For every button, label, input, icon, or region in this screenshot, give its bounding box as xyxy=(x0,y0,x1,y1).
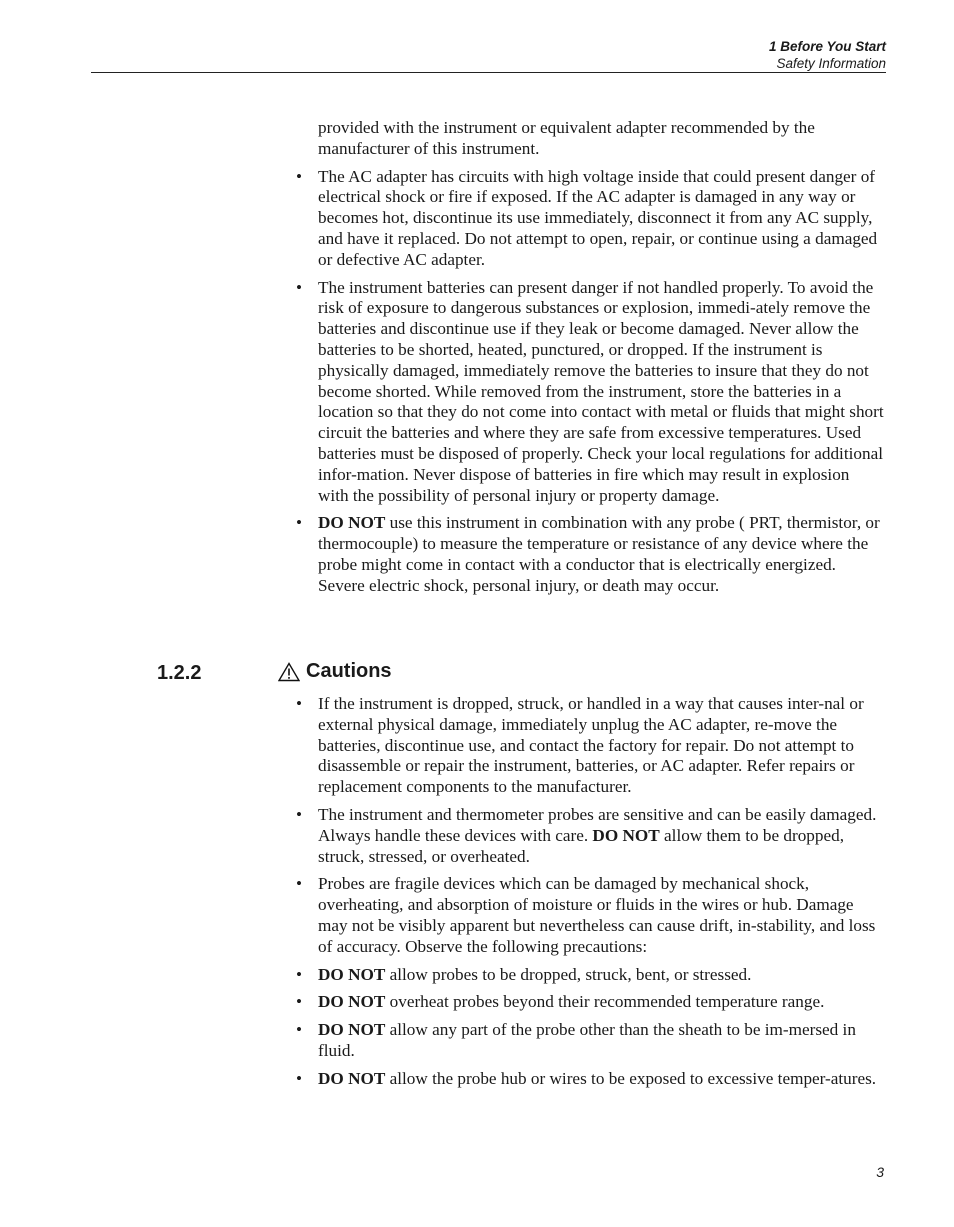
list-item: • The instrument batteries can present danger if not handled properly. To avoid the risk of exposure to dangerous substances or explosion, immedi-ately remove the batteries and discontinue use if they leak or become damaged. Never allow the batteries to be shorted, heated, punctured, or dropped. If the instrument is physically damaged, immediately remove the batteries to insure that they do not become shorted. While removed from the instrument, store the batteries in a location so that they do not come into contact with metal or fluids that might short circuit the batteries and where they are safe from excessive temperatures. Used batteries must be disposed of properly. Check your local regulations for additional infor-mation. Never dispose of batteries in fire which may result in explosion with the possibility of personal injury or property damage. xyxy=(296,277,884,505)
running-header xyxy=(769,38,886,72)
bullet-icon: • xyxy=(296,1068,303,1088)
list-item: • The instrument and thermometer probes are sensitive and can be easily damaged. Always handle these devices with care. DO NOT allow them to be dropped, struck, stressed, or overheated. xyxy=(296,804,877,866)
bullet-icon: • xyxy=(296,694,303,713)
section-title: Cautions xyxy=(306,660,392,682)
list-item: • DO NOT use this instrument in combination with any probe ( PRT, thermistor, or thermocouple) to measure the temperature or resistance of any device where the probe might come in contact with a conductor that is electrically energized. Severe electric shock, personal injury, or death may occur. xyxy=(296,513,880,595)
bullet-icon: • xyxy=(296,874,303,894)
list-item: • The AC adapter has circuits with high voltage inside that could present danger of electrical shock or fire if exposed. If the AC adapter is damaged in any way or becomes hot, discontinue its use immediately, disconnect it from any AC supply, and have it replaced. Do not attempt to open, repair, or continue using a damaged or defective AC adapter. xyxy=(296,166,878,269)
list-item: • DO NOT overheat probes beyond their recommended temperature range. xyxy=(296,992,825,1012)
warning-triangle-icon xyxy=(278,662,300,682)
bullet-icon: • xyxy=(296,964,303,984)
bullet-icon: • xyxy=(296,277,303,297)
bullet-icon: • xyxy=(296,513,303,533)
header-divider xyxy=(91,72,886,73)
list-item: • If the instrument is dropped, struck, or handled in a way that causes inter-nal or external physical damage, immediately unplug the AC adapter, re-move the batteries, discontinue use, and contact the factory for repair. Do not attempt to disassemble or repair the instrument, batteries, or AC adapter. Refer repairs or replacement components to the manufacturer. xyxy=(296,694,864,797)
list-item: • DO NOT allow the probe hub or wires to be exposed to excessive temper-atures. xyxy=(296,1068,877,1088)
list-item: • Probes are fragile devices which can be damaged by mechanical shock, overheating, and absorption of moisture or fluids in the wires or hub. Damage may not be visibly apparent but nevertheless can cause drift, in-stability, and loss of accuracy. Observe the following precautions: xyxy=(296,874,876,956)
continued-paragraph: provided with the instrument or equivalent adapter recommended by the manufacturer of this instrument. xyxy=(318,118,815,158)
warnings-list xyxy=(296,118,884,604)
section-heading xyxy=(278,660,392,683)
header-section: Safety Information xyxy=(776,56,886,71)
bullet-icon: • xyxy=(296,804,303,824)
bullet-icon: • xyxy=(296,1020,303,1040)
section-number: 1.2.2 xyxy=(157,662,202,684)
header-chapter: 1 Before You Start xyxy=(768,39,886,54)
list-item: • DO NOT allow probes to be dropped, struck, bent, or stressed. xyxy=(296,964,752,984)
cautions-list xyxy=(296,694,884,1097)
list-item: • DO NOT allow any part of the probe other than the sheath to be im-mersed in fluid. xyxy=(296,1020,856,1060)
page-number: 3 xyxy=(876,1164,884,1180)
bullet-icon: • xyxy=(296,166,303,186)
bullet-icon: • xyxy=(296,992,303,1012)
